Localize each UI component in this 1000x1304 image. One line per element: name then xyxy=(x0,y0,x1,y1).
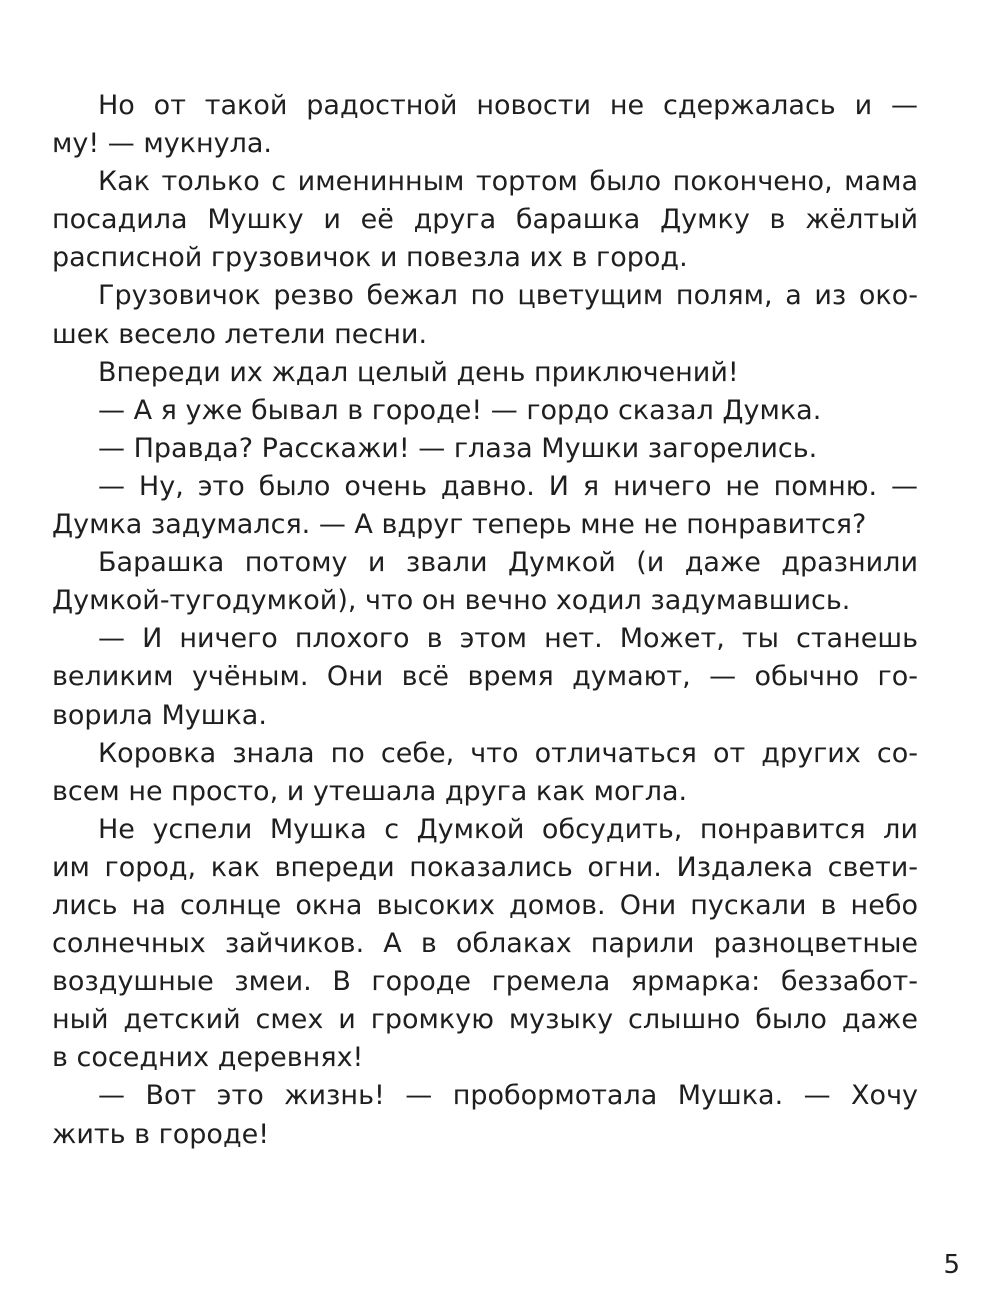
story-text xyxy=(52,87,918,1154)
text-line: Как только с именинным тортом было покончено, мама xyxy=(98,166,918,198)
text-line: — Правда? Расскажи! — глаза Мушки загорелись. xyxy=(98,432,818,464)
text-line: ворила Мушка. xyxy=(52,699,267,731)
text-line: — Вот это жизнь! — пробормотала Мушка. — Хочу xyxy=(98,1080,918,1112)
text-line: воздушные змеи. В городе гремела ярмарка: беззабот- xyxy=(52,966,918,998)
text-line: — А я уже бывал в городе! — гордо сказал Думка. xyxy=(98,394,822,426)
text-line: шек весело летели песни. xyxy=(52,318,428,350)
text-line: Но от такой радостной новости не сдержалась и — xyxy=(98,90,918,121)
text-line: в соседних деревнях! xyxy=(52,1042,364,1074)
text-line: Грузовичок резво бежал по цветущим полям, а из око- xyxy=(98,280,918,312)
text-line: ный детский смех и громкую музыку слышно было даже xyxy=(52,1004,918,1036)
text-line: солнечных зайчиков. А в облаках парили разноцветные xyxy=(52,928,918,960)
text-line: всем не просто, и утешала друга как могла. xyxy=(52,775,688,807)
text-line: Не успели Мушка с Думкой обсудить, понравится ли xyxy=(98,813,918,845)
text-line: им город, как впереди показались огни. Издалека свети- xyxy=(52,851,918,883)
text-line: посадила Мушку и её друга барашка Думку в жёлтый xyxy=(52,204,918,236)
page-number: 5 xyxy=(943,1250,960,1280)
text-line: — И ничего плохого в этом нет. Может, ты станешь xyxy=(98,623,918,655)
text-line: му! — мукнула. xyxy=(52,128,273,160)
text-line: Думка задумался. — А вдруг теперь мне не понравится? xyxy=(52,509,867,541)
text-line: Думкой-тугодумкой), что он вечно ходил задумавшись. xyxy=(52,585,851,617)
text-line: — Ну, это было очень давно. И я ничего не помню. — xyxy=(98,470,918,502)
text-line: великим учёным. Они всё время думают, — обычно го- xyxy=(52,661,918,693)
text-line: Коровка знала по себе, что отличаться от других со- xyxy=(98,737,918,769)
text-line: Впереди их ждал целый день приключений! xyxy=(98,356,739,388)
text-line: лись на солнце окна высоких домов. Они пускали в небо xyxy=(52,889,918,921)
text-line: расписной грузовичок и повезла их в город. xyxy=(52,242,688,274)
text-line: жить в городе! xyxy=(52,1118,270,1150)
text-line: Барашка потому и звали Думкой (и даже дразнили xyxy=(98,547,918,579)
